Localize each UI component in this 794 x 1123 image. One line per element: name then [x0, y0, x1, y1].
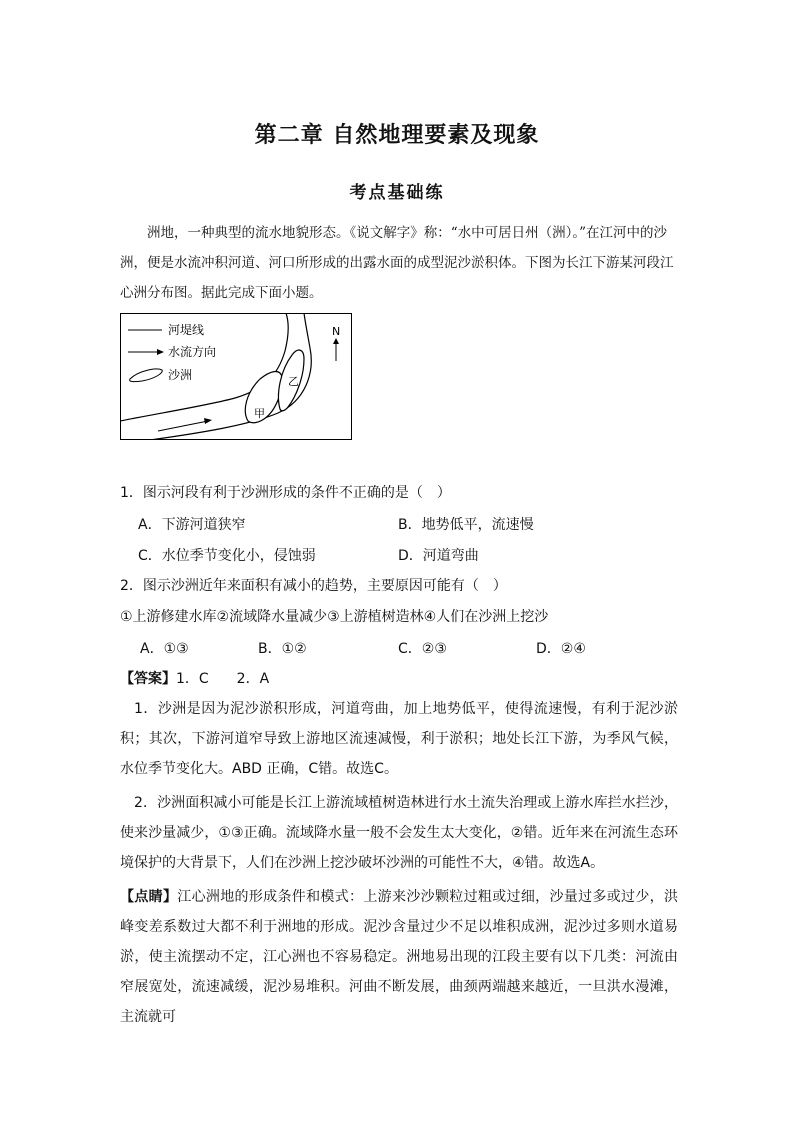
label-jia: 甲: [254, 407, 265, 420]
question-2-stem: 2．图示沙洲近年来面积有减小的趋势，主要原因可能有（ ）: [120, 578, 507, 594]
north-label: N: [332, 325, 341, 338]
q1-option-a: A．下游河道狭窄: [138, 517, 246, 533]
question-1-stem: 1．图示河段有利于沙洲形成的条件不正确的是（ ）: [120, 485, 451, 501]
legend-flow-label: 水流方向: [168, 345, 217, 359]
q1-option-c: C．水位季节变化小，侵蚀弱: [138, 548, 316, 564]
section-title: 考点基础练: [349, 183, 445, 203]
q2-option-a: A．①③: [140, 641, 189, 657]
question-2-items: ①上游修建水库②流域降水量减少③上游植树造林④人们在沙洲上挖沙: [120, 609, 549, 625]
intro-paragraph: 洲地，一种典型的流水地貌形态。《说文解字》称：“水中可居日州（洲）。”在江河中的沙洲，便是水流冲积河道、河口所形成的出露水面的成型泥沙淤积体。下图为长江下游某河段江心洲分布图。据此完成下面小题。: [120, 225, 674, 301]
q2-option-b: B．①②: [258, 641, 307, 657]
legend-levee-label: 河堤线: [168, 323, 205, 337]
q2-option-d: D．②④: [536, 641, 586, 657]
answer-text: 1．C 2．A: [176, 671, 270, 687]
q2-option-c: C．②③: [398, 641, 447, 657]
tip-label: 【点睛】: [120, 889, 178, 905]
answer-line: [120, 668, 269, 688]
q1-option-d: D．河道弯曲: [398, 548, 479, 564]
legend-sandbar-label: 沙洲: [168, 368, 193, 382]
river-sandbar-map: [120, 313, 352, 440]
answer-label: 【答案】: [120, 671, 176, 687]
explanation-2: 2．沙洲面积减小可能是长江上游流域植树造林进行水土流失治理或上游水库拦水拦沙，使来沙量减少，①③正确。流域降水量一般不会发生太大变化，②错。近年来在河流生态环境保护的大背景下，人们在沙洲上挖沙破坏沙洲的可能性不大，④错。故选A。: [120, 795, 678, 871]
tip-text: 江心洲地的形成条件和模式：上游来沙沙颗粒过粗或过细，沙量过多或过少，洪峰变差系数过大都不利于洲地的形成。泥沙含量过少不足以堆积成洲，泥沙过多则水道易淤，使主流摆动不定，江心洲也不容易稳定。洲地易出现的江段主要有以下几类：河流由窄展宽处，流速减缓，泥沙易堆积。河曲不断发展，曲颈两端越来越近，一旦洪水漫滩，主流就可: [120, 889, 679, 1025]
chapter-title: 第二章 自然地理要素及现象: [254, 122, 540, 148]
q1-option-b: B．地势低平，流速慢: [398, 517, 534, 533]
explanation-1: 1．沙洲是因为泥沙淤积形成，河道弯曲，加上地势低平，使得流速慢，有利于泥沙淤积；其次，下游河道窄导致上游地区流速减慢，利于淤积；地处长江下游，为季风气候，水位季节变化大。ABD 正确，C错。故选C。: [120, 701, 678, 777]
label-yi: 乙: [288, 375, 299, 388]
tip-paragraph: [120, 882, 678, 1032]
